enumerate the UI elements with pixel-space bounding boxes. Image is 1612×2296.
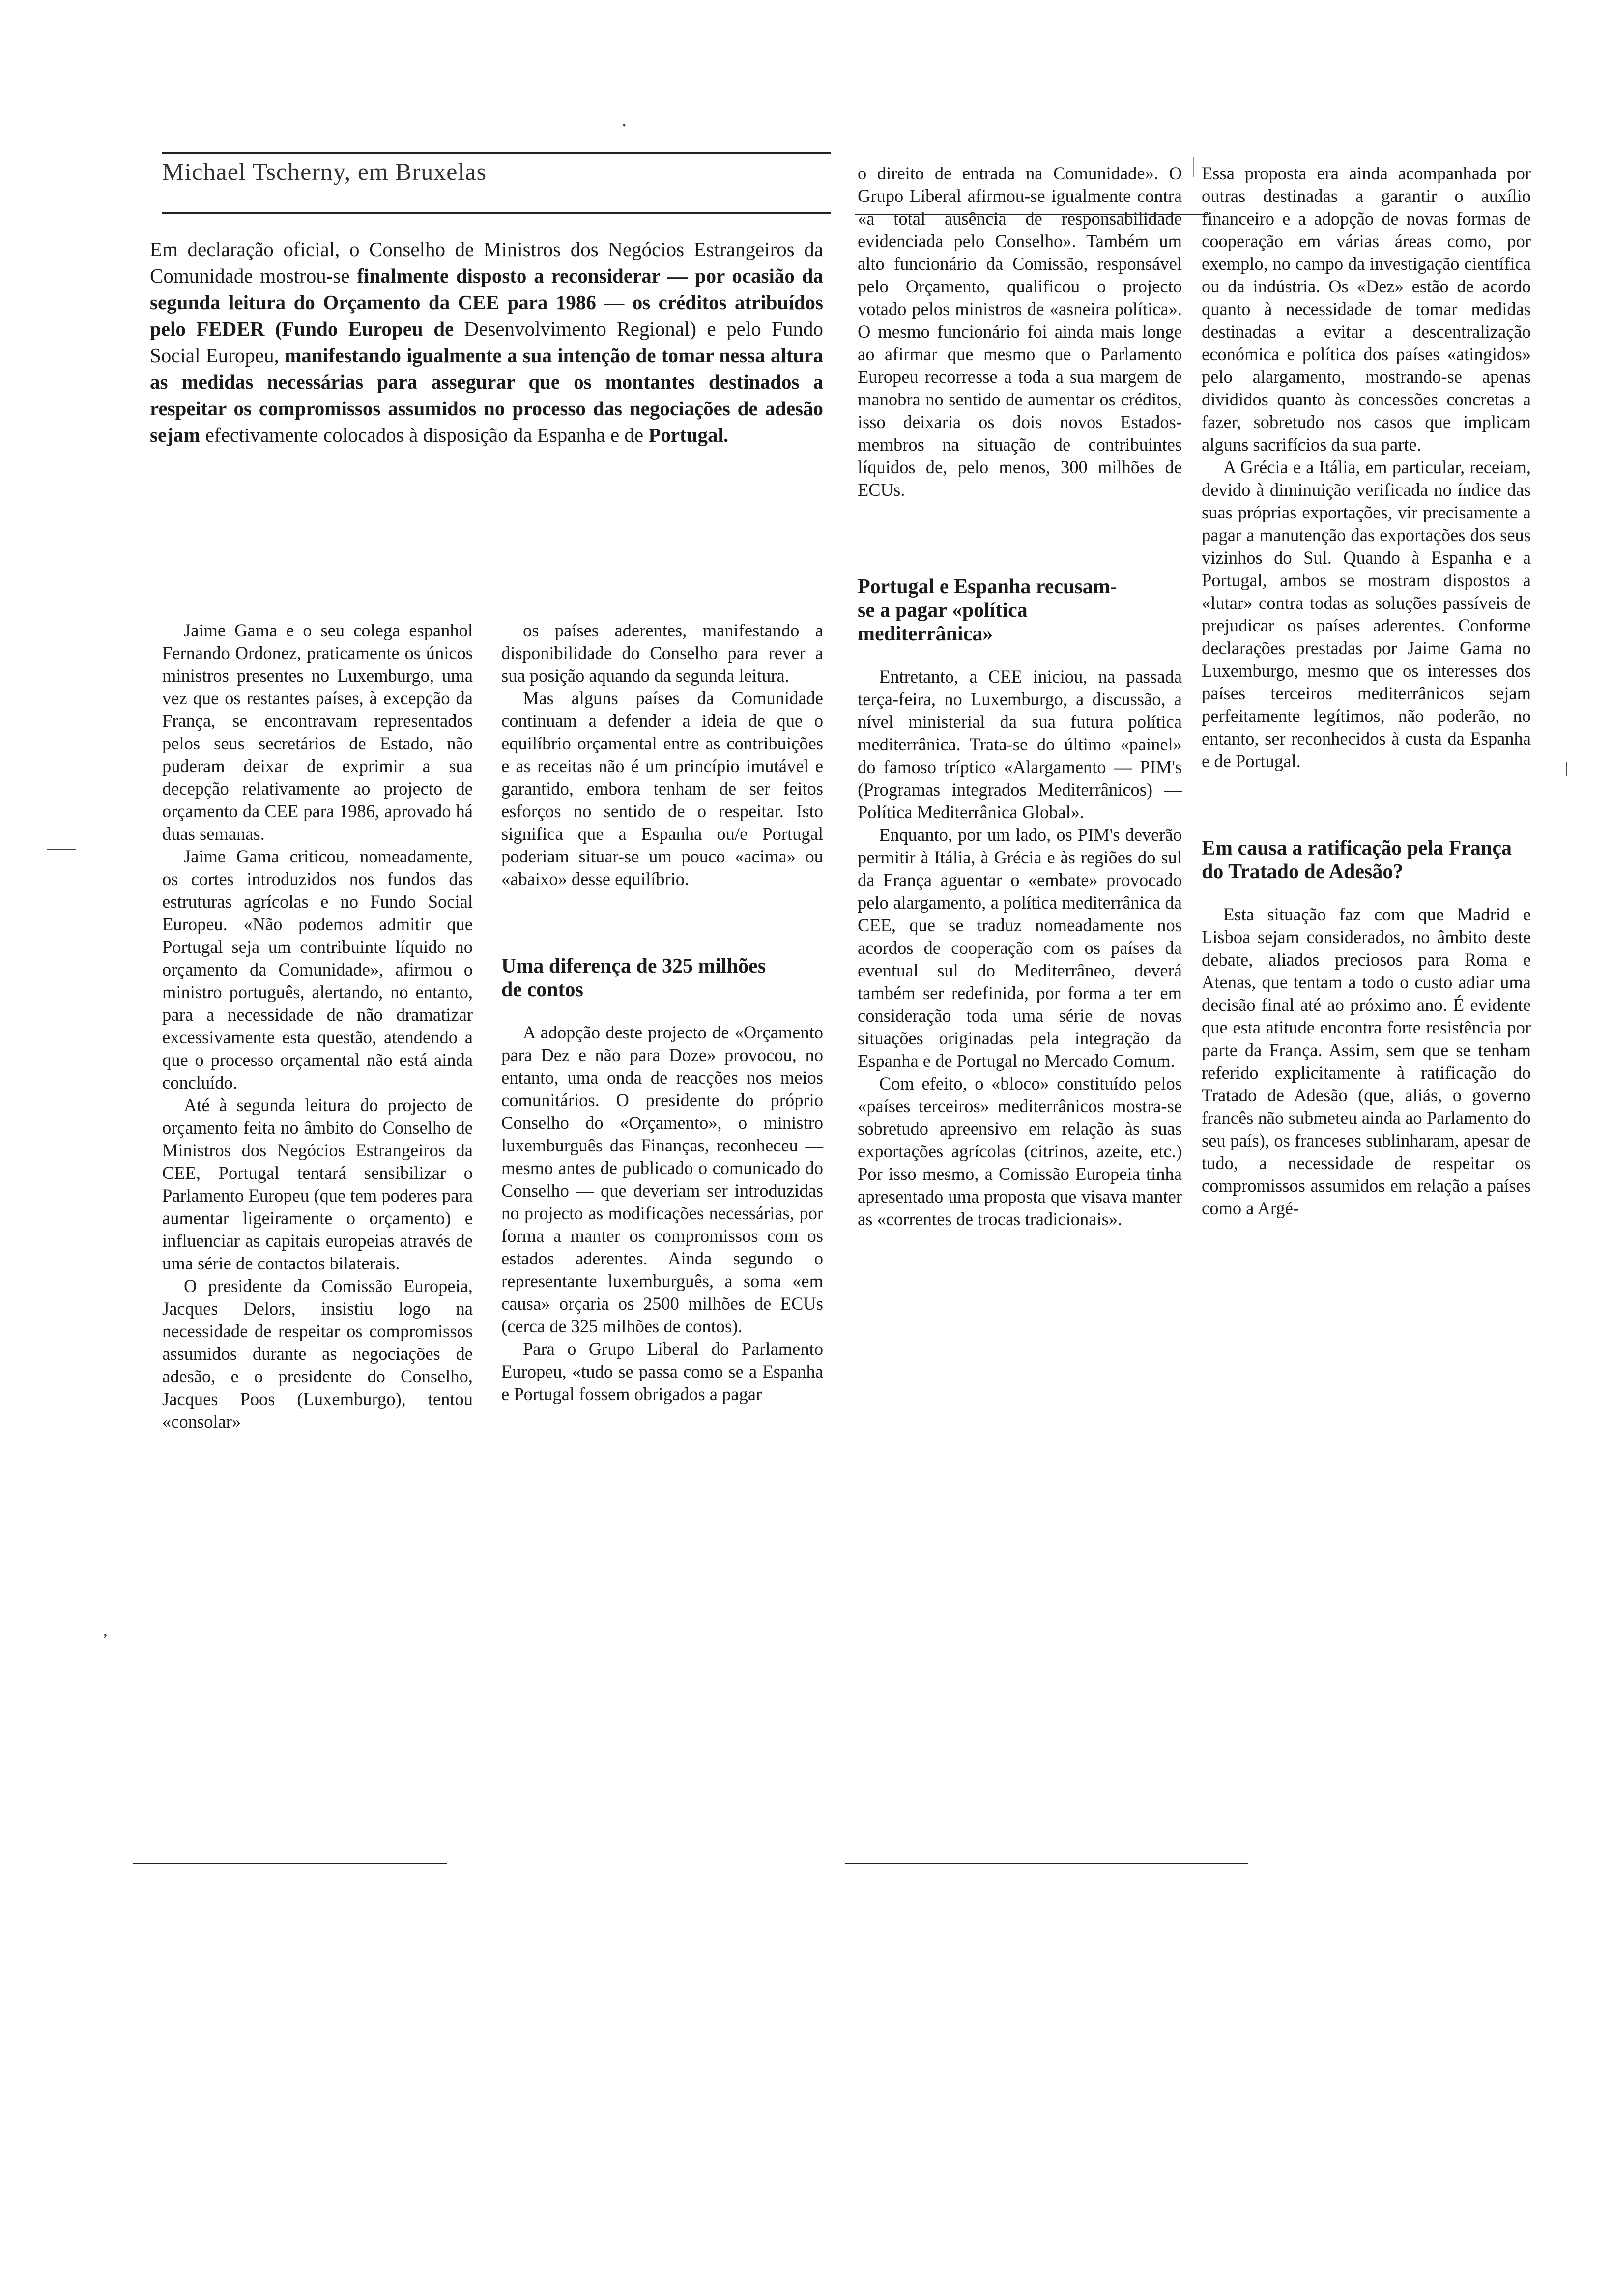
- article-column-3: [858, 162, 1182, 1231]
- article-column-2: [501, 619, 823, 1406]
- paragraph: Com efeito, o «bloco» constituído pelos «países terceiros» mediterrânicos mostra-se sobretudo apreensivo em relação às suas exportações agrícolas (citrinos, azeite, etc.) Por isso mesmo, a Comissão Europeia tinha apresentado uma proposta que visava manter as «correntes de trocas tradicionais».: [858, 1073, 1182, 1229]
- col3-right-divider: [1193, 157, 1194, 177]
- lead-segment: finalmente disposto a reconsiderar — por ocasião da segunda leitura do Orçamento da CEE para 1986 — os créditos atribuídos pelo FEDER (Fundo Europeu de: [150, 264, 823, 340]
- byline-top-rule: [162, 152, 831, 154]
- article-column-1: [162, 619, 473, 1433]
- paragraph: Jaime Gama criticou, nomeadamente, os cortes introduzidos nos fundos das estruturas agrícolas e no Fundo Social Europeu. «Não podemos admitir que Portugal seja um contribuinte líquido no orçamento da Comunidade», afirmou o ministro português, alertando, no entanto, para a necessidade de não dramatizar excessivamente esta questão, atendendo a que o processo orçamental não está ainda concluído.: [162, 846, 473, 1092]
- paragraph: Essa proposta era ainda acompanhada por outras destinadas a garantir o auxílio financeiro e a adopção de novas formas de cooperação em várias áreas como, por exemplo, no campo da investigação científica ou da indústria. Os «Dez» estão de acordo quanto à necessidade de tomar medidas destinadas a evitar a descentralização económica e política dos países «atingidos» pelo alargamento, mostrando-se apenas divididos quanto às concessões concretas a fazer, sobretudo nos casos que implicam alguns sacrifícios da sua parte.: [1202, 163, 1531, 455]
- byline: Michael Tscherny, em Bruxelas: [162, 158, 487, 185]
- margin-tick: [1566, 762, 1567, 776]
- paragraph: Para o Grupo Liberal do Parlamento Europeu, «tudo se passa como se a Espanha e Portugal fossem obrigados a pagar: [501, 1339, 823, 1404]
- byline-bottom-rule: [162, 212, 831, 214]
- paragraph: Jaime Gama e o seu colega espanhol Fernando Ordonez, praticamente os únicos ministros presentes no Luxemburgo, uma vez que os restantes países, à excepção da França, se encontravam representados pelos seus secretários de Estado, não puderam deixar de exprimir a sua decepção relativamente ao projecto de orçamento da CEE para 1986, aprovado há duas semanas.: [162, 620, 473, 844]
- paragraph: Esta situação faz com que Madrid e Lisboa sejam considerados, no âmbito deste debate, aliados preciosos para Roma e Atenas, que tentam a todo o custo adiar uma decisão final até ao próximo ano. É evidente que esta atitude encontra forte resistência por parte da França. Assim, sem que se tenham referido explicitamente à ratificação do Tratado de Adesão (que, aliás, o governo francês não submeteu ainda ao Parlamento do seu país), os franceses sublinharam, apesar de tudo, a necessidade de respeitar os compromissos assumidos em relação a países como a Argé-: [1202, 904, 1531, 1218]
- paragraph: os países aderentes, manifestando a disponibilidade do Conselho para rever a sua posição aquando da segunda leitura.: [501, 620, 823, 686]
- paragraph: o direito de entrada na Comunidade». O Grupo Liberal afirmou-se igualmente contra «a total ausência de responsabilidade evidenciada pelo Conselho». Também um alto funcionário da Comissão, responsável pelo Orçamento, qualificou o projecto votado pelos ministros de «asneira política». O mesmo funcionário foi ainda mais longe ao afirmar que mesmo que o Parlamento Europeu recorresse a toda a sua margem de manobra no sentido de aumentar os créditos, isso deixaria os dois novos Estados-membros na situação de contribuintes líquidos de, pelo menos, 300 milhões de ECUs.: [858, 163, 1182, 500]
- lead-segment: Portugal.: [648, 424, 729, 446]
- margin-tick: ,: [103, 1620, 108, 1639]
- lead-segment: Desenvolvimento Regional) e pelo Fundo Social Europeu,: [150, 317, 824, 367]
- paragraph: Mas alguns países da Comunidade continuam a defender a ideia de que o equilíbrio orçamental entre as contribuições e as receitas não é um princípio imutável e garantido, embora tenham de ser feitos esforços no sentido de o respeitar. Isto significa que a Espanha ou/e Portugal poderiam situar-se um pouco «acima» ou «abaixo» desse equilíbrio.: [501, 688, 823, 889]
- margin-tick: [47, 849, 76, 850]
- lead-segment: efectivamente colocados à disposição da Espanha e de: [205, 424, 649, 446]
- paragraph: A Grécia e a Itália, em particular, receiam, devido à diminuição verificada no índice das suas próprias exportações, vir precisamente a pagar a manutenção das exportações dos seus vizinhos do Sul. Quando à Espanha e a Portugal, ambos se mostram dispostos a «lutar» contra todas as soluções passíveis de prejudicar os países aderentes. Conforme declarações prestadas por Jaime Gama no Luxemburgo, mesmo que os interesses dos países terceiros mediterrânicos sejam perfeitamente legítimos, não poderão, no entanto, ser reconhecidos à custa da Espanha e de Portugal.: [1202, 457, 1531, 771]
- lead-paragraph: [150, 236, 823, 448]
- bottom-left-rule: [133, 1863, 447, 1864]
- paragraph: O presidente da Comissão Europeia, Jacques Delors, insistiu logo na necessidade de respeitar os compromissos assumidos durante as negociações de adesão, e o presidente do Conselho, Jacques Poos (Luxemburgo), tentou «consolar»: [162, 1276, 473, 1432]
- subheading: Em causa a ratificação pela França do Tratado de Adesão?: [1202, 837, 1512, 883]
- lead-segment: Em declaração oficial, o Conselho de Ministros dos Negócios Estrangeiros da Comunidade mostrou-se: [150, 238, 823, 287]
- article-column-4: [1202, 162, 1531, 1220]
- paragraph: Enquanto, por um lado, os PIM's deverão permitir à Itália, à Grécia e às regiões do sul da França aguentar o «embate» provocado pelo alargamento, a política mediterrânica da CEE, que se traduz nomeadamente nos acordos de cooperação com os países da eventual sul do Mediterrâneo, deverá também ser redefinida, por forma a ter em consideração toda uma série de novas situações originadas pela integração da Espanha e de Portugal no Mercado Comum.: [858, 825, 1182, 1071]
- bottom-right-rule: [845, 1863, 1248, 1864]
- paragraph: Entretanto, a CEE iniciou, na passada terça-feira, no Luxemburgo, a discussão, a nível ministerial da sua futura política mediterrânica. Trata-se do último «painel» do famoso tríptico «Alargamento — PIM's (Programas integrados Mediterrânicos) — Política Mediterrânica Global».: [858, 666, 1182, 822]
- lead-segment: manifestando igualmente a sua intenção de tomar nessa altura as medidas necessárias para assegurar que os montantes destinados a respeitar os compromissos assumidos no processo das negociações de adesão sejam: [150, 344, 823, 446]
- paragraph: A adopção deste projecto de «Orçamento para Dez e não para Doze» provocou, no entanto, uma onda de reacções nos meios comunitários. O presidente do próprio Conselho do «Orçamento», o ministro luxemburguês das Finanças, reconheceu — mesmo antes de publicado o comunicado do Conselho — que deveriam ser introduzidas no projecto as modificações necessárias, por forma a manter os compromissos com os estados aderentes. Ainda segundo o representante luxemburguês, a soma «em causa» orçaria os 2500 milhões de ECUs (cerca de 325 milhões de contos).: [501, 1022, 823, 1336]
- scan-speck: .: [622, 109, 627, 131]
- paragraph: Até à segunda leitura do projecto de orçamento feita no âmbito do Conselho de Ministros dos Negócios Estrangeiros da CEE, Portugal tentará sensibilizar o Parlamento Europeu (que tem poderes para aumentar ligeiramente o orçamento) e influenciar as capitais europeias através de uma série de contactos bilaterais.: [162, 1095, 473, 1273]
- subheading: Portugal e Espanha recusam-se a pagar «política mediterrânica»: [858, 575, 1117, 645]
- subheading: Uma diferença de 325 milhões de contos: [501, 955, 766, 1001]
